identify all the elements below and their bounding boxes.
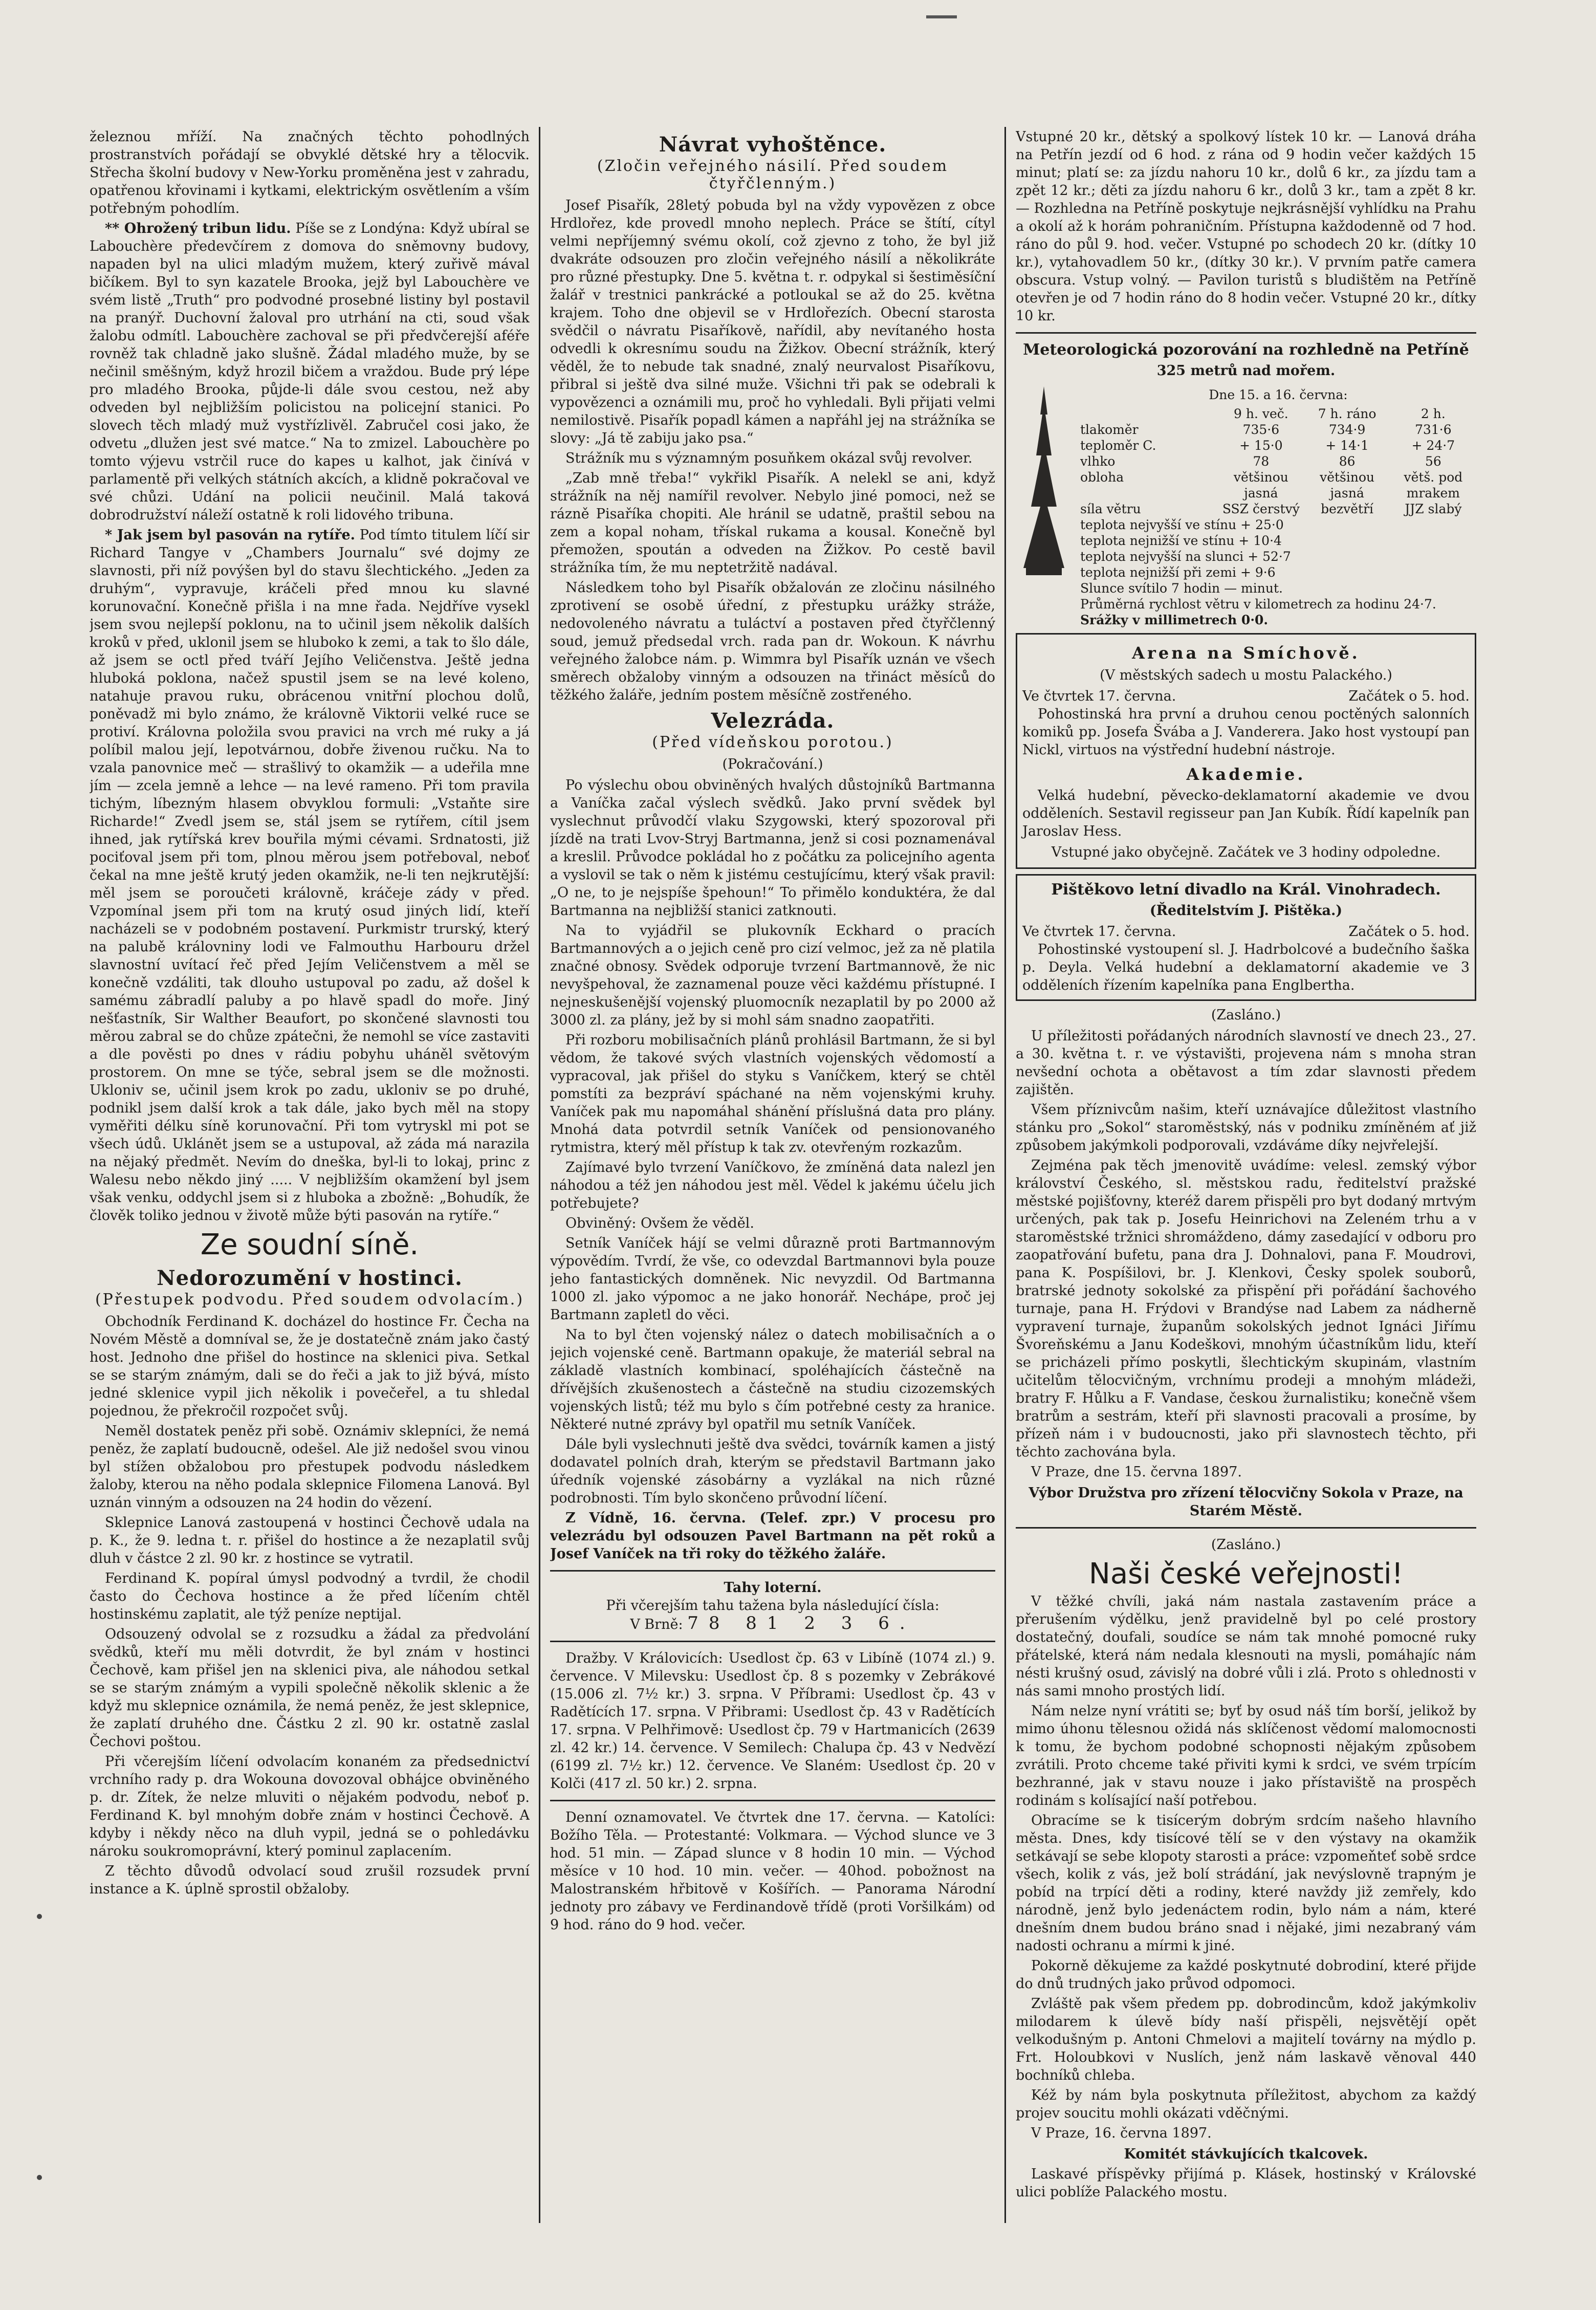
weather-row: síla větru SSZ čerstvý bezvětří JJZ slabý: [1080, 502, 1462, 516]
notice-signature: Výbor Družstva pro zřízení tělocvičny Sokola v Praze, na Starém Městě.: [1029, 1485, 1463, 1519]
article-text: železnou mříží. Na značných těchto pohodlných prostranstvích pořádají se obvyklé dětské hry a tělocvik. Střecha školní budovy v New-Yorku proměněna jest v zahradu, opatřenou křovinami i kytkami, elektrickým osvětlením a vším potřebným pohodlím.: [90, 129, 530, 216]
pistek-body: Pohostinské vystoupení sl. J. Hadrbolcové a budečního šaška p. Deyla. Velká hudební a deklamatorní akademie ve 3 odděleních řízením kapelníka pana Englbertha.: [1022, 942, 1470, 993]
akademie-title: Akademie.: [1186, 765, 1306, 784]
article-text: Obchodník Ferdinand K. docházel do hostince Fr. Čecha na Novém Městě a domníval se, že je dostatečně znám jako častý host. Jednoho dne přišel do hostince na sklenici piva. Setkal se se starým známým, dali se do řeči a jak to již bývá, místo jedné sklenice vypil jich několik i povečeřel, a tu shledal pojednou, že překročil rozpočet svůj.: [90, 1314, 530, 1419]
weather-row: tlakoměr 735·6 734·9 731·6: [1080, 422, 1452, 437]
weather-extra: Slunce svítilo 7 hodin — minut.: [1080, 581, 1283, 596]
article-text: Z Vídně, 16. června. (Telef. zpr.) V procesu pro velezrádu byl odsouzen Pavel Bartmann na pět roků a Josef Vaníček na tři roky do těžkého žaláře.: [550, 1510, 995, 1562]
article-text: Dále byli vyslechnuti ještě dva svědci, továrník kamen a jistý dodavatel polních drah, kterým se představil Bartmann jako úředník vojenské zásobárny a vyzlákal na nich různé podrobnosti. Tím bylo skončeno průvodní líčení.: [550, 1436, 995, 1506]
article-text: Při včerejším líčení odvolacím konaném za předsednictví vrchního rady p. dra Wokouna dovozoval obhájce obviněného p. dr. Zítek, že nelze mluviti o nějakém podvodu, neboť p. Ferdinand K. byl mnohým dobře znám v hostinci Čechově. A kdyby i někdy něco na dluh vypil, jedná se o pohledávku nároku soukromoprávní, který pominul zaplacením.: [90, 1754, 530, 1859]
notice-text: Nám nelze nyní vrátiti se; byť by osud náš tím borší, jelikož by mimo úhonu tělesnou ožidá nás sklíčenost vědomí malomocnosti k tomu, že bychom podobné schopnosti nějakým způsobem zvrátili. Proto chceme také přiviti kymi k srdci, ve svém trpícím bezhranné, jak v stavu nouze i jako přístaviště na prospěch rodinám s kolísající naší potřebou.: [1016, 1703, 1476, 1808]
notice-date: V Praze, 16. června 1897.: [1031, 2125, 1212, 2141]
article-text: Při rozboru mobilisačních plánů prohlásil Bartmann, že si byl vědom, že takové svých vlastních vojenských vědomostí a vypracoval, jak přišel do styku s Vaníčkem, který se chtěl pomstíti za bezpráví spáchané na něm vojenskými kruhy. Vaníček pak mu napomáhal shánění příslušná data pro plány. Mnohá data potvrdil setník Vaníček od pensionovaného rytmistra, který měl přístup k tak zv. otevřeným rozkazům.: [550, 1032, 995, 1156]
petrin-tower-illustration: [1016, 384, 1072, 578]
pistek-theatre-ad: [1016, 874, 1476, 1001]
article-text: Na to byl čten vojenský nález o datech mobilisačních a o jejich vojenské ceně. Bartmann opakuje, že materiál sebral na základě vlastních kombinací, spoléhajících částečně na dřívějších zkušenostech a částečně na studiu cizozemských vojenských listů; též mu bylo s čím potřebné cesty za hranice. Některé nutné zprávy byl opatřil mu setník Vaníček.: [550, 1327, 995, 1432]
article-text: Na to vyjádřil se plukovník Eckhard o pracích Bartmannových a o jejich ceně pro cizí velmoc, jež za ně platila značné obnosy. Svědek odporuje tvrzení Bartmannově, že nic nevyšpehoval, že zaznamenal pouze věci každému přístupné. I nejneskušenější vojenský pluomocník nezaplatil by po 2000 až 3000 zl. za plány, jež by si mohl sám snadno zaopatřiti.: [550, 923, 995, 1028]
notice-text: Zvláště pak všem předem pp. dobrodincům, kdož jakýmkoliv milodarem k úlevě bídy naší přispěli, nejsvětějí opět velkodušným p. Antoni Chmelovi a majitelí továrny na mýdlo p. Frt. Holoubkovi v Nuslích, jenž nám laskavě věnoval 440 bochníků chleba.: [1016, 1996, 1476, 2083]
arena-subtitle: (V městských sadech u mostu Palackého.): [1100, 667, 1392, 683]
article-text: Po výslechu obou obviněných hvalých důstojníků Bartmanna a Vaníčka začal výslech svědků. Jako první svědek byl vyslechnut průvodčí vlaku Szygowski, který spozoroval při jízdě na trati Lvov-Stryj Bartmanna, jenž si cosi poznamenával a kreslil. Průvodce pokládal ho z počátku za policejního agenta a vyslovil se tak o něm k jistému cestujícímu, který však pravil: „O ne, to je nejspíše špehoun!“ To přimělo konduktéra, že dal Bartmanna na nejbližší stanici zatknouti.: [550, 777, 995, 919]
lottery-title: Tahy loterní.: [724, 1580, 822, 1596]
print-mark: [926, 15, 957, 18]
article-paragraph: [90, 220, 530, 524]
article-subtitle: (Zločin veřejného násilí. Před soudem čtyřčlenným.): [597, 157, 949, 192]
weather-extra: teplota nejvyšší na slunci + 52·7: [1080, 549, 1291, 564]
weather-title: Meteorologická pozorování na rozhledně na Petříně: [1023, 341, 1469, 359]
arena-title: Arena na Smíchově.: [1132, 643, 1360, 663]
column-3: [1016, 128, 1476, 2223]
notice-text: V těžké chvíli, jaká nám nastala zastavením práce a přerušením výdělku, jenž pravidelně byl po celé prostory dostatečný, doufali, soudíce se nám tak mnohé pomocné ruky přátelské, která nám nedala klesnouti na mysli, pomáhajíc nám nésti krušný osud, závislý na dobré vůli i zlá. Proto s ohlednosti v nás sami mnoho prostých lidí.: [1016, 1594, 1476, 1699]
arena-ad: [1016, 633, 1476, 869]
arena-date: Ve čtvrtek 17. června.: [1022, 688, 1176, 704]
article-text: Odsouzený odvolal se z rozsudku a žádal za předvolání svědků, kteří mu měli dotvrdit, že byl znám v hostinci Čechově, kam přišel jen na sklenici piva, ale náhodou setkal se se starým známým a vypili společně několik sklenic a že když mu sklepnice oznámila, že nemá peněz, že jest sklepnice, že zaplatí druhého dne. Částku 2 zl. 90 kr. ostatně zaslal Čechovi poštou.: [90, 1626, 530, 1750]
article-text: Setník Vaníček hájí se velmi důrazně proti Bartmannovým výpovědím. Tvrdí, že vše, co odevzdal Bartmannovi byla pouze jeho fantastických domněnek. Nic nevyzdil. Od Bartmanna 1000 zl. jako výpomoc a ne jako honorář. Nechápe, proč jej Bartmann zapletl do věci.: [550, 1235, 995, 1323]
arena-body: Pohostinská hra první a druhou cenou poctěných salonních komiků pp. Josefa Švába a J. Vanderera. Jako host vystoupí pan Nickl, virtuos na výstřední hudební nástroje.: [1022, 706, 1470, 758]
zaslano-label: (Zasláno.): [1211, 1537, 1281, 1553]
article-text: Neměl dostatek peněz při sobě. Oznámiv sklepníci, že nemá peněz, že zaplatí budoucně, odešel. Ale již nedošel svou vinou byl stížen obžalobou pro přestupek podvodu následkem žaloby, kterou na něho podala sklepnice Filomena Lanová. Byl uznán vinným a odsouzen na 24 hodin do vězení.: [90, 1423, 530, 1511]
divider: [550, 1641, 995, 1642]
notice-text: Kéž by nám byla poskytnuta příležitost, abychom za každý projev soucitu mohli okázati vděčnými.: [1016, 2087, 1476, 2121]
daily-events: Denní oznamovatel. Ve čtvrtek dne 17. června. — Katolíci: Božího Těla. — Protestanté: Volkmara. — Východ slunce ve 3 hod. 51 min. — Západ slunce v 8 hodin 10 min. — Východ měsíce v 10 hod. 10 min. večer. — 40hod. pobožnost na Malostranském hřbitově v Košířích. — Panorama Národní jednoty pro zábavy ve Ferdinandově třídě (proti Voršilkám) od 9 hod. ráno do 9 hod. večer.: [550, 1810, 995, 1933]
akademie-time: Vstupné jako obyčejně. Začátek ve 3 hodiny odpoledne.: [1051, 844, 1441, 860]
weather-extra: teplota nejnižší při zemi + 9·6: [1080, 565, 1276, 580]
column-2: [550, 128, 995, 2223]
weather-row: obloha většinou jasná většinou jasná větš. pod mrakem: [1080, 470, 1463, 500]
pistek-time: Začátek o 5. hod.: [1348, 924, 1470, 940]
binding-hole: [37, 1914, 42, 1919]
weather-extra: Průměrná rychlost větru v kilometrech za hodinu 24·7.: [1080, 597, 1436, 612]
weather-row: teploměr C. + 15·0 + 14·1 + 24·7: [1080, 438, 1455, 453]
article-title: Nedorozumění v hostinci.: [157, 1266, 463, 1290]
lottery-city: V Brně:: [630, 1617, 683, 1632]
arena-time: Začátek o 5. hod.: [1348, 688, 1470, 704]
pistek-director: (Ředitelstvím J. Pištěka.): [1149, 903, 1343, 919]
article-text: Z těchto důvodů odvolací soud zrušil rozsudek první instance a K. úplně sprostil obžaloby.: [90, 1863, 530, 1897]
notice-text: U příležitosti pořádaných národních slavností ve dnech 23., 27. a 30. května t. r. ve výstavišti, projevena nám s mnoha stran nevšední ochota a obětavost a tím zdar slavnosti předem zajištěn.: [1016, 1028, 1476, 1098]
column-rule: [539, 127, 540, 2223]
divider: [1016, 1527, 1476, 1529]
auction-list: Dražby. V Královicích: Usedlost čp. 63 v Libíně (1074 zl.) 9. července. V Milevsku: Usedlost čp. 8 s pozemky v Zebrákové (15.006 zl. 7½ kr.) 3. srpna. V Příbrami: Usedlost čp. 43 v Radětících 17. srpna. V Přibrami: Usedlost čp. 43 v Radětících 17. srpna. V Pelhřimově: Usedlost čp. 79 v Hartmanicích (2639 zl. 42 kr.) 14. července. V Semilech: Chalupa čp. 43 v Nedvězí (6199 zl. 7½ kr.) 12. července. Ve Slaném: Usedlost čp. 20 v Kolči (417 zl. 50 kr.) 2. srpna.: [550, 1650, 995, 1792]
binding-hole: [37, 2175, 42, 2180]
notice-text: Zejména pak těch jmenovitě uvádíme: velesl. zemský výbor království Českého, sl. městskou radu, ředitelství pražské městské pojišťovny, kteréž darem přispěli pro byt dodaný mrtvým určených, pak tak p. Josefu Heinrichovi na Zeleném trhu a v staroměstské tržnici shromáždeno, dámy zasedající v odboru pro zaopatřování bufetu, pana dra J. Dohnalovi, pana F. Moudrovi, pana K. Pospíšilovi, br. J. Klenkovi, Česky spolek souborů, bratrské jednoty sokolské za přispění při pořádání šachového turnaje, pana H. Frýdovi v Brandýse nad Labem za nádherně vypravení turnaje, županům sokolských jednot Ignáci Jiřímu Švoreňskému a Janu Kodeškovi, mnohým účastníkům lidu, kteří se pricházeli přímo poskytli, šlechtickým skupinám, vlastním učitelům tělocvičným, vrchnímu prodeji a mnohým mládeži, bratry F. Hůlku a F. Vandase, českou žurnalistiku; konečně všem bratrům a sestrám, kteří při slavnosti pracovali a prosíme, by přízeň nám i v budoucnosti, jako při slavnostech těchto, při těchto zachována byla.: [1016, 1158, 1476, 1460]
zaslano-label: (Zasláno.): [1211, 1007, 1281, 1023]
article-subtitle: (Před vídeňskou porotou.): [652, 733, 893, 751]
article-text: Ferdinand K. popíral úmysl podvodný a tvrdil, že chodil často do Čechova hostince a že před líčením chtěl hostinskému zaplatit, ale týž peníze neptijal.: [90, 1571, 530, 1622]
article-heading: ** Ohrožený tribun lidu.: [105, 221, 291, 236]
notice-title: Naši české veřejnosti!: [1088, 1557, 1404, 1590]
article-heading: * Jak jsem byl pasován na rytíře.: [105, 527, 356, 543]
article-text: Strážník mu s významným posuňkem okázal svůj revolver.: [565, 450, 973, 466]
lottery-box: [550, 1579, 995, 1633]
notice-text: Pokorně děkujeme za každé poskytnuté dobrodiní, které přijde do dnů trudných jako průvod odpomoci.: [1016, 1958, 1476, 1992]
section-title: Ze soudní síně.: [200, 1228, 419, 1261]
article-title: Návrat vyhoštěnce.: [659, 133, 887, 157]
divider: [1016, 332, 1476, 334]
lottery-text: Při včerejším tahu tažena byla následující čísla:: [606, 1598, 939, 1614]
weather-block: [1016, 384, 1476, 628]
weather-row: vlhko 78 86 56: [1080, 454, 1441, 469]
article-text: Sklepnice Lanová zastoupená v hostinci Čechově udala na p. K., že 9. ledna t. r. přišel do hostince a že nezaplatil svůj dluh v částce 2 zl. 90 kr. z hostince se vytratil.: [90, 1515, 530, 1566]
article-text: Josef Pisařík, 28letý pobuda byl na vždy vypovězen z obce Hrdlořez, kde provedl mnoho neplech. Práce se štítí, cítyl velmi nepříjemný svému okolí, což zjevno z toho, že byl již dvakráte odsouzen pro zločin veřejného násilí a několikráte pro různé přestupky. Dne 5. května t. r. odpykal si šestiměsíční žalář v trestnici pankrácké a potloukal se až do 25. května krajem. Toho dne objevil se v Hrdlořezích. Obecní starosta svědčil o návratu Pisaříkově, nařídil, aby nevítaného hosta odvedli k okresnímu soudu na Žižkov. Obecní strážník, který věděl, že to nebude tak snadné, znalý neurvalost Pisaříkovu, přibral si ještě dva silné muže. Všichni tři pak se odebrali k vypovězenci a oznámili mu, proč ho vyhledali. Byli přijati velmi nemilostivě. Pisařík popadl kámen a napřáhl jej na strážníka se slovy: „Já tě zabiju jako psa.“: [550, 198, 995, 446]
notice-text: Všem příznivcům našim, kteří uznávajíce důležitost vlastního stánku pro „Sokol“ staroměstský, nás v podniku zmíněném ať již způsobem jakýmkoli podporovali, vzdáváme díky nejvřelejší.: [1016, 1102, 1476, 1153]
lottery-numbers: 78 81 2 3 6.: [687, 1613, 915, 1633]
article-subtitle: (Přestupek podvodu. Před soudem odvolacím.): [95, 1291, 524, 1309]
article-text: Zajímavé bylo tvrzení Vaníčkovo, že zmíněná data nalezl jen náhodou a též jen náhodou jest měl. Vědel k jakému účelu jich potřebujete?: [550, 1160, 995, 1211]
weather-date: Dne 15. a 16. června:: [1209, 387, 1348, 402]
pistek-title: Pištěkovo letní divadlo na Král. Vinohradech.: [1051, 881, 1441, 899]
article-text: „Zab mně třeba!“ vykřikl Pisařík. A nelekl se ani, když strážník na něj namířil revolver. Nebylo jiné pomoci, než se rázně Pisaříka chopiti. Ale hránil se udatně, praštil sebou na zem a kopal noham, třískal rukama a kousal. Konečně byl přemožen, spoután a odveden na Žižkov. Po cestě bavil strážníka tím, že mu neptetržitě nadával.: [550, 470, 995, 576]
weather-extra: teplota nejvyšší ve stínu + 25·0: [1080, 517, 1284, 532]
notice-signature: Komitét stávkujících tkalcovek.: [1124, 2146, 1368, 2162]
column-rule: [1004, 127, 1006, 2223]
petrin-info: Vstupné 20 kr., dětský a spolkový lístek 10 kr. — Lanová dráha na Petřín jezdí od 6 hod. z rána od 9 hodin večer každých 15 minut; platí se: za jízdu nahoru 10 kr., dolů 6 kr., za jízdu tam a zpět 12 kr.; děti za jízdu nahoru 6 kr., dolů 3 kr., tam a zpět 8 kr. — Rozhledna na Petříně poskytuje nejkrásnější vyhlídku na Prahu a okolí až k horám pohraničním. Přístupna každodenně od 7 hod. ráno do půl 9. hod. večer. Vstupné po schodech 20 kr. (dítky 10 kr.), vytahovadlem 50 kr., (dítky 30 kr.). V prvním patře camera obscura. Vstup volný. — Pavilon turistů s bludištěm na Petříně otevřen je od 7 hodin ráno do 8 hodin večer. Vstupné 20 kr., dítky 10 kr.: [1016, 129, 1476, 324]
weather-subtitle: 325 metrů nad mořem.: [1156, 363, 1336, 379]
article-text: Pod tímto titulem líčí sir Richard Tangye v „Chambers Journalu“ své dojmy ze slavnosti, při níž povýšen byl do stavu šlechtického. „Jeden za druhým“, vypravuje, kráčeli před mnou ku slavné korunovační. Konečně přišla i na mne řada. Nejdříve vysekl jsem svou nejlepší poklonu, na to učinil jsem několik dalších kroků v před, uklonil jsem se hluboko k zemi, a tak to šlo dále, až jsem se octl před tváří Jejího Veličenstva. Ještě jedna hluboká poklona, načež spustil jsem se na levé koleno, natahuje pravou ruku, obrácenou vnitřní plochou dolů, poněvadž mi bylo známo, že královně Viktorii velké ruce se protiví. Královna položila svou pravici na vrch mé ruky a já políbil malou její, lepotvárnou, dobře živenou ručku. Na to vzala panovnice meč — strašlivý to okamžik — a udeřila mne jím — zcela jemně a lehce — na levé rameno. Při tom pravila tichým, líbezným hlasem obvyklou formuli: „Vstaňte sire Richarde!“ Zvedl jsem se, stál jsem se rytířem, cítil jsem ihned, jak rytířská krev bouřila mými cévami. Srdnatosti, již pociťoval jsem při tom, plnou měrou jsem potřeboval, neboť čekal na mne ještě krutý jeden okamžik, ne-li ten nejkrutější: měl jsem se poroučeti královně, kráčeje zády v před. Vzpomínal jsem při tom na krutý osud jiných lidí, kteří nacházeli se v podobném postavení. Purkmistr trurský, který na palubě královniny lodi ve Falmouthu Harbouru držel slavnostní uvítací řeč před Jejím Veličenstvem a měl se konečně vzdáliti, tak dlouho ustupoval po zadu, až došel k samému zábradlí paluby a po hlavě spadl do moře. Jiný nešťastník, Sir Walther Beaufort, po skončené slavnosti tou měrou zabral se do chůze zpátečni, že nemohl se více zastaviti a dle pověsti po dnes v rádiu pobyhu uháněl světovým prostorem. On mne se týče, sebral jsem se dle možnosti. Ukloniv se, učinil jsem krok po zadu, ukloniv se po druhé, podnikl jsem další krok a tak dále, jako bych měl na stopy vyměřiti délku síně korunovační. Při tom vytryskl mi pot se všech údů. Uklánět jsem se a ustupoval, až záda má narazila na nějaký předmět. Nevím do dneška, byl-li to lokaj, princ z Walesu nebo někdo jiný ..... V nejbližším okamžení byl jsem však venku, oddychl jsem si z hluboka a zbožně: „Bohudík, že člověk toliko jednou v životě může býti pasován na rytíře.“: [90, 527, 530, 1224]
weather-extra: teplota nejnižší ve stínu + 10·4: [1080, 533, 1282, 548]
article-paragraph: [90, 526, 530, 1225]
continued-label: (Pokračování.): [722, 756, 823, 772]
weather-header-row: 9 h. več. 7 h. ráno 2 h.: [1233, 406, 1446, 421]
pistek-date: Ve čtvrtek 17. června.: [1022, 924, 1176, 940]
article-text: Píše se z Londýna: Když ubíral se Labouchère předevčírem z domova do sněmovny budovy, napaden byl na ulici mladým mužem, který zuřivě mával bičíkem. Byl to syn kazatele Brooka, jejž byl Labouchère ve svém listě „Truth“ pro podvodné prosebné listiny byl postavil na pranýř. Duchovní žaloval pro utrhání na cti, soud však žalobu odmítl. Labouchère zachoval se při předvčerejší aféře rovněž tak chladně jako slušně. Žádal mladého muže, by se nečinil směšným, když hrozil bičem a vraždou. Bude prý lépe pro mladého Brooka, půjde-li dále svou cestou, než aby odveden byl nejbližším policistou na policejní stanici. Po slovech těch mladý muž vystřízlivěl. Zabručel cosi jako, že odvetu „dlužen jest své matce.“ Na to zmizel. Labouchère po tomto výjevu vstrčil ruce do kapes u kalhot, jak činívá v parlamentě při velkých státních akcích, a klidně pokračoval ve své chůzi. Udání na policii neučinil. Malá taková dobrodružství náleží ostatně k roli lidového tribuna.: [90, 221, 530, 523]
notice-date: V Praze, dne 15. června 1897.: [1031, 1464, 1242, 1480]
article-title: Velezráda.: [711, 709, 835, 733]
notice-text: Laskavé příspěvky přijímá p. Klásek, hostinský v Královské ulici poblíže Palackého mostu.: [1016, 2166, 1476, 2200]
column-1: [90, 128, 530, 2223]
notice-text: Obracíme se k tisícerým dobrým srdcím našeho hlavního města. Dnes, kdy tisícové tělí se v den výstavy na okamžik setkávají se sebe klopoty starosti a práce: vzpomeňteť sobě srdce všech, kolik z vás, jež bolí strádání, jak nevýslovně trapným je pobíd na trpící děti a rodiny, které navždy již zemřely, kdo národně, jenž bylo jedenáctem rodin, bylo nám a nám, které dnešním dnem budou bráno snad i nějaké, jimi nezabraný vám nadosti ochranu a mírmi k jiné.: [1016, 1813, 1476, 1954]
divider: [550, 1570, 995, 1572]
weather-extra: Srážky v millimetrech 0·0.: [1080, 613, 1269, 627]
akademie-body: Velká hudební, pěvecko-deklamatorní akademie ve dvou odděleních. Sestavil regisseur pan Jan Kubík. Řídí kapelník pan Jaroslav Hess.: [1022, 788, 1470, 839]
article-text: Následkem toho byl Pisařík obžalován ze zločinu násilného zprotivení se osobě úřední, z přestupku urážky stráže, nedovoleného návratu a tuláctví a postaven před čtyřčlenný soud, jemuž předsedal vrch. rada pan dr. Wokoun. K návrhu veřejného žalobce nám. p. Wimmra byl Pisařík uznán ve všech směrech obžaloby vinným a odsouzen na třináct měsíců do těžkého žaláře, jedním postem měsíčně zostřeného.: [550, 580, 995, 703]
weather-table: [1080, 384, 1476, 628]
article-text: Obviněný: Ovšem že věděl.: [565, 1215, 754, 1231]
divider: [550, 1800, 995, 1801]
